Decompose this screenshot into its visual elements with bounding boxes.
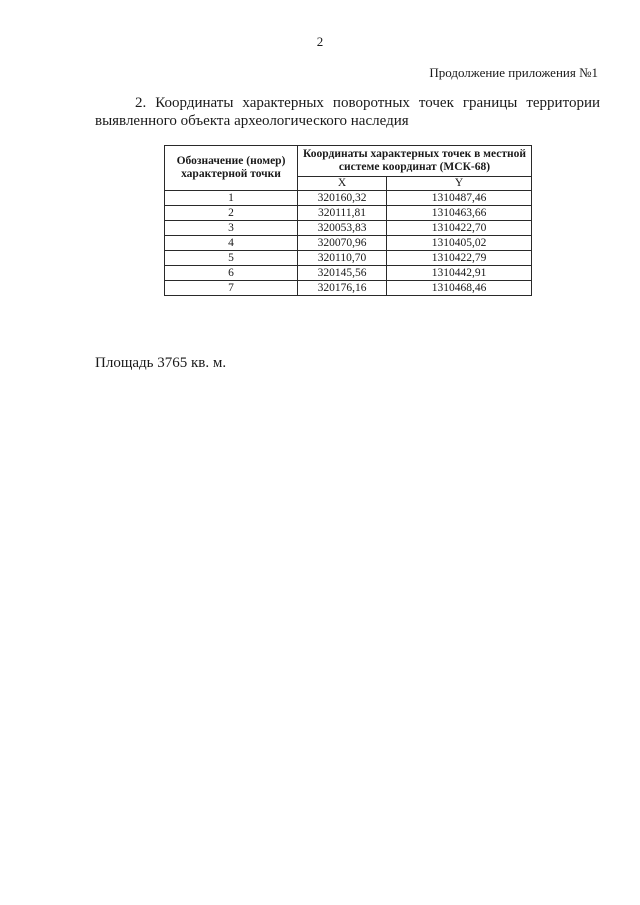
y-coordinate-cell: 1310422,79 bbox=[387, 251, 532, 266]
y-coordinate-cell: 1310463,66 bbox=[387, 206, 532, 221]
table-row bbox=[165, 191, 532, 206]
coordinates-table bbox=[164, 145, 532, 296]
x-coordinate-cell: 320053,83 bbox=[298, 221, 387, 236]
point-number-cell: 7 bbox=[165, 281, 298, 296]
point-number-cell: 2 bbox=[165, 206, 298, 221]
y-coordinate-cell: 1310422,70 bbox=[387, 221, 532, 236]
table-row bbox=[165, 281, 532, 296]
y-coordinate-cell: 1310487,46 bbox=[387, 191, 532, 206]
x-column-header: X bbox=[298, 177, 387, 191]
table-row bbox=[165, 266, 532, 281]
point-number-cell: 1 bbox=[165, 191, 298, 206]
coordinates-column-header: Координаты характерных точек в местной системе координат (МСК-68) bbox=[298, 146, 532, 177]
x-coordinate-cell: 320176,16 bbox=[298, 281, 387, 296]
table-header-row bbox=[165, 146, 532, 177]
area-statement: Площадь 3765 кв. м. bbox=[95, 355, 227, 371]
point-number-cell: 3 bbox=[165, 221, 298, 236]
x-coordinate-cell: 320111,81 bbox=[298, 206, 387, 221]
point-number-cell: 4 bbox=[165, 236, 298, 251]
y-coordinate-cell: 1310405,02 bbox=[387, 236, 532, 251]
x-coordinate-cell: 320145,56 bbox=[298, 266, 387, 281]
table-row bbox=[165, 221, 532, 236]
x-coordinate-cell: 320070,96 bbox=[298, 236, 387, 251]
section-heading-line-1: 2. Координаты характерных поворотных точек границы территории bbox=[135, 95, 600, 111]
table-row bbox=[165, 206, 532, 221]
y-coordinate-cell: 1310442,91 bbox=[387, 266, 532, 281]
point-number-cell: 6 bbox=[165, 266, 298, 281]
section-heading-line-2: выявленного объекта археологического наследия bbox=[95, 113, 409, 129]
y-column-header: Y bbox=[387, 177, 532, 191]
page-number: 2 bbox=[316, 34, 324, 49]
section-heading bbox=[95, 94, 600, 130]
point-number-cell: 5 bbox=[165, 251, 298, 266]
table-row bbox=[165, 251, 532, 266]
table-row bbox=[165, 236, 532, 251]
y-coordinate-cell: 1310468,46 bbox=[387, 281, 532, 296]
x-coordinate-cell: 320110,70 bbox=[298, 251, 387, 266]
appendix-continuation-label: Продолжение приложения №1 bbox=[429, 65, 598, 80]
x-coordinate-cell: 320160,32 bbox=[298, 191, 387, 206]
point-column-header: Обозначение (номер) характерной точки bbox=[165, 146, 298, 191]
